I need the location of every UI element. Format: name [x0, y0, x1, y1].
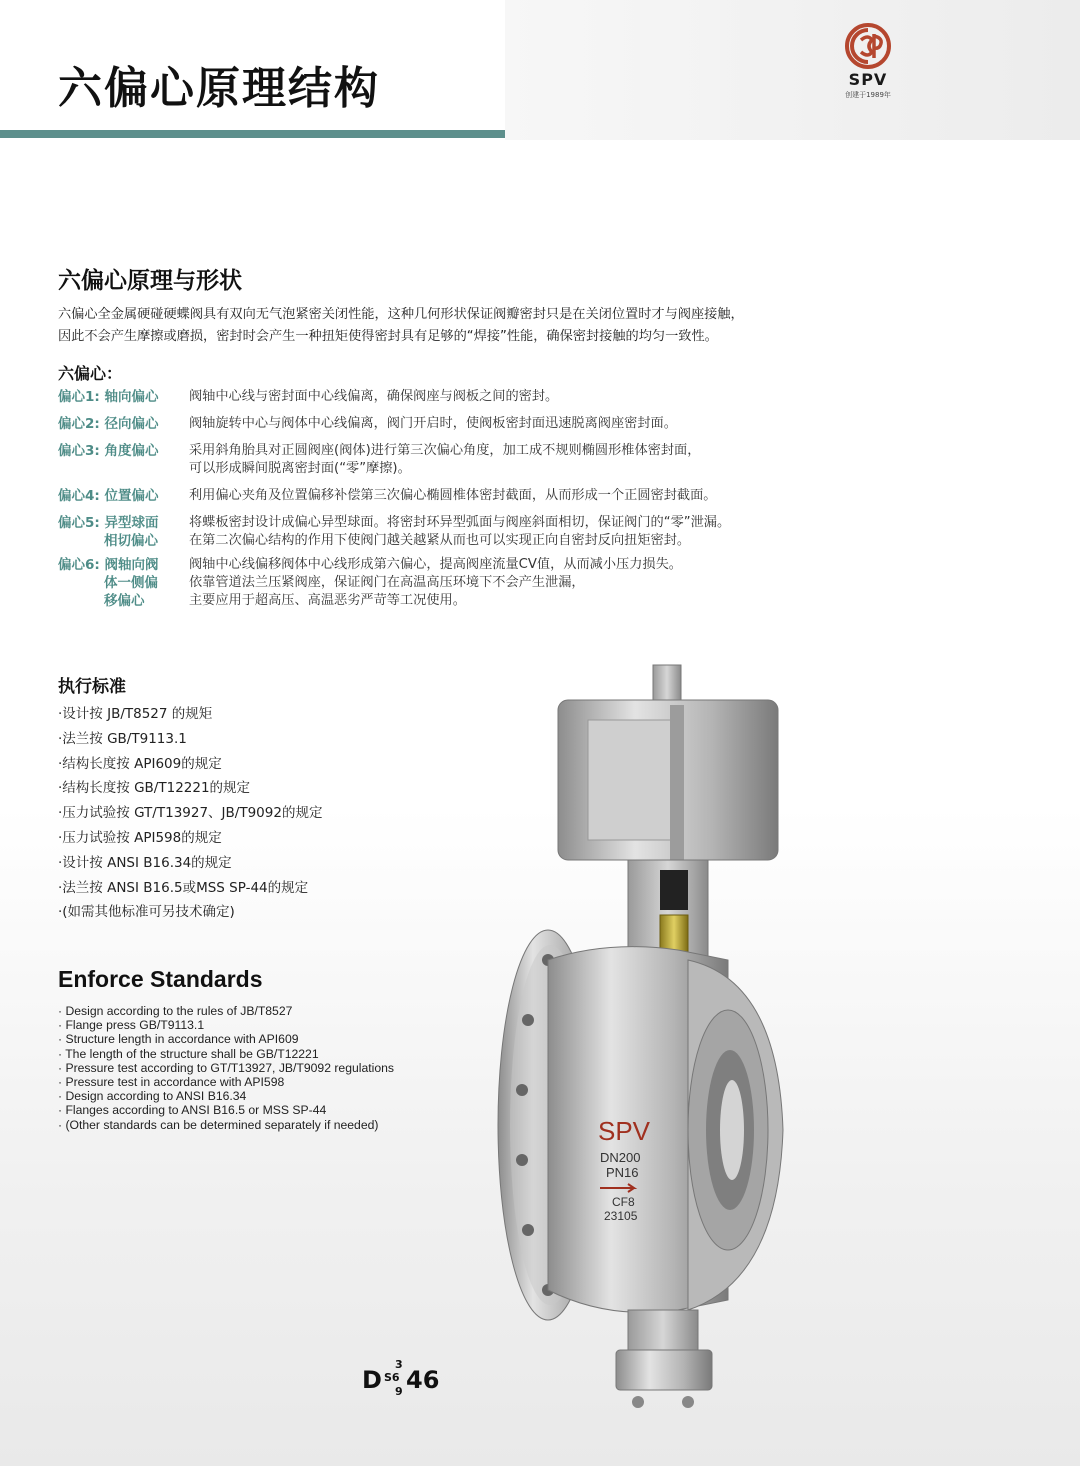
eccentric-name: 偏心2: 径向偏心: [58, 416, 159, 432]
page-number-top: 3: [395, 1358, 403, 1371]
eccentric-desc: 将蝶板密封设计成偏心异型球面。将密封环异型弧面与阀座斜面相切，保证阀门的“零”泄漏。 在第二次偏心结构的作用下使阀门越关越紧从而也可以实现正向自密封反向扭矩密封。: [189, 515, 731, 548]
list-item: ·压力试验按 API598的规定: [58, 829, 222, 846]
list-item: ·压力试验按 GT/T13927、JB/T9092的规定: [58, 805, 323, 822]
standards-en-heading: Enforce Standards: [58, 966, 263, 992]
spv-logo: [838, 22, 898, 106]
list-item: ·结构长度按 API609的规定: [58, 755, 222, 772]
intro-line: 六偏心全金属硬碰硬蝶阀具有双向无气泡紧密关闭性能，这种几何形状保证阀瓣密封只是在关闭位置时才与阀座接触，: [58, 307, 744, 322]
principle-heading: 六偏心原理与形状: [58, 268, 242, 294]
page-number: [362, 1358, 452, 1404]
valve-pressure: PN16: [606, 1165, 639, 1180]
logo-text: SPV: [848, 70, 888, 89]
header-background: [505, 0, 1080, 140]
page-number-middle: S6: [384, 1371, 400, 1384]
eccentric-desc: 利用偏心夹角及位置偏移补偿第三次偏心椭圆椎体密封截面，从而形成一个正圆密封截面。: [189, 488, 717, 503]
eccentric-desc: 采用斜角胎具对正圆阀座(阀体)进行第三次偏心角度，加工成不规则椭圆形椎体密封面， 可以形成瞬间脱离密封面(“零”摩擦)。: [189, 443, 701, 476]
list-item: ·(如需其他标准可另技术确定): [58, 904, 235, 921]
list-item: ·结构长度按 GB/T12221的规定: [58, 780, 251, 797]
list-item: · Structure length in accordance with API609: [58, 1032, 299, 1047]
eccentric-name: 偏心6: 阀轴向阀 体一侧偏 移偏心: [58, 557, 159, 609]
list-item: · (Other standards can be determined separately if needed): [58, 1117, 379, 1132]
list-item: ·设计按 JB/T8527 的规矩: [58, 706, 213, 722]
logo-subtext: 创建于1989年: [845, 91, 891, 99]
list-item: · Flanges according to ANSI B16.5 or MSS SP-44: [58, 1103, 327, 1118]
list-item: ·法兰按 GB/T9113.1: [58, 730, 187, 747]
eccentric-desc: 阀轴中心线与密封面中心线偏离，确保阀座与阀板之间的密封。: [189, 389, 559, 404]
valve-size: DN200: [600, 1150, 641, 1165]
intro-line: 因此不会产生摩擦或磨损，密封时会产生一种扭矩使得密封具有足够的“焊接”性能，确保密封接触的均匀一致性。: [58, 329, 718, 344]
eccentric-name: 偏心3: 角度偏心: [58, 443, 159, 459]
valve-material: CF8: [612, 1195, 635, 1209]
eccentric-name: 偏心1: 轴向偏心: [58, 389, 159, 405]
principle-intro: [58, 304, 838, 348]
spv-logo-icon: [844, 22, 892, 70]
eccentric-name: 偏心5: 异型球面 相切偏心: [58, 515, 159, 549]
standards-en-list: [58, 1004, 394, 1132]
eccentric-name: 偏心4: 位置偏心: [58, 488, 159, 504]
page-number-value: 46: [406, 1366, 440, 1394]
list-item: · Pressure test in accordance with API598: [58, 1074, 285, 1089]
standards-cn-list: [58, 702, 322, 925]
list-item: ·设计按 ANSI B16.34的规定: [58, 854, 232, 871]
title-underline: [0, 130, 505, 138]
page-title: 六偏心原理结构: [58, 63, 380, 114]
eccentric-desc: 阀轴中心线偏移阀体中心线形成第六偏心，提高阀座流量CV值，从而减小压力损失。 依靠管道法兰压紧阀座，保证阀门在高温高压环境下不会产生泄漏， 主要应用于超高压、高温恶劣严苛等工况使用。: [189, 557, 682, 608]
list-item: · Pressure test according to GT/T13927, JB/T9092 regulations: [58, 1060, 395, 1075]
list-item: · Flange press GB/T9113.1: [58, 1018, 205, 1033]
list-item: · Design according to ANSI B16.34: [58, 1089, 247, 1104]
list-item: · Design according to the rules of JB/T8527: [58, 1004, 293, 1018]
valve-serial: 23105: [604, 1209, 638, 1223]
page-number-bottom: 9: [395, 1385, 403, 1398]
list-item: · The length of the structure shall be GB/T12221: [58, 1046, 319, 1061]
standards-cn-heading: 执行标准: [58, 677, 126, 697]
butterfly-valve-illustration: [488, 660, 788, 1420]
list-item: ·法兰按 ANSI B16.5或MSS SP-44的规定: [58, 879, 309, 896]
six-eccentric-label: 六偏心：: [58, 364, 123, 383]
eccentric-desc: 阀轴旋转中心与阀体中心线偏离，阀门开启时，使阀板密封面迅速脱离阀座密封面。: [189, 416, 677, 431]
valve-brand: SPV: [598, 1116, 651, 1146]
page-number-prefix: D: [362, 1366, 382, 1394]
